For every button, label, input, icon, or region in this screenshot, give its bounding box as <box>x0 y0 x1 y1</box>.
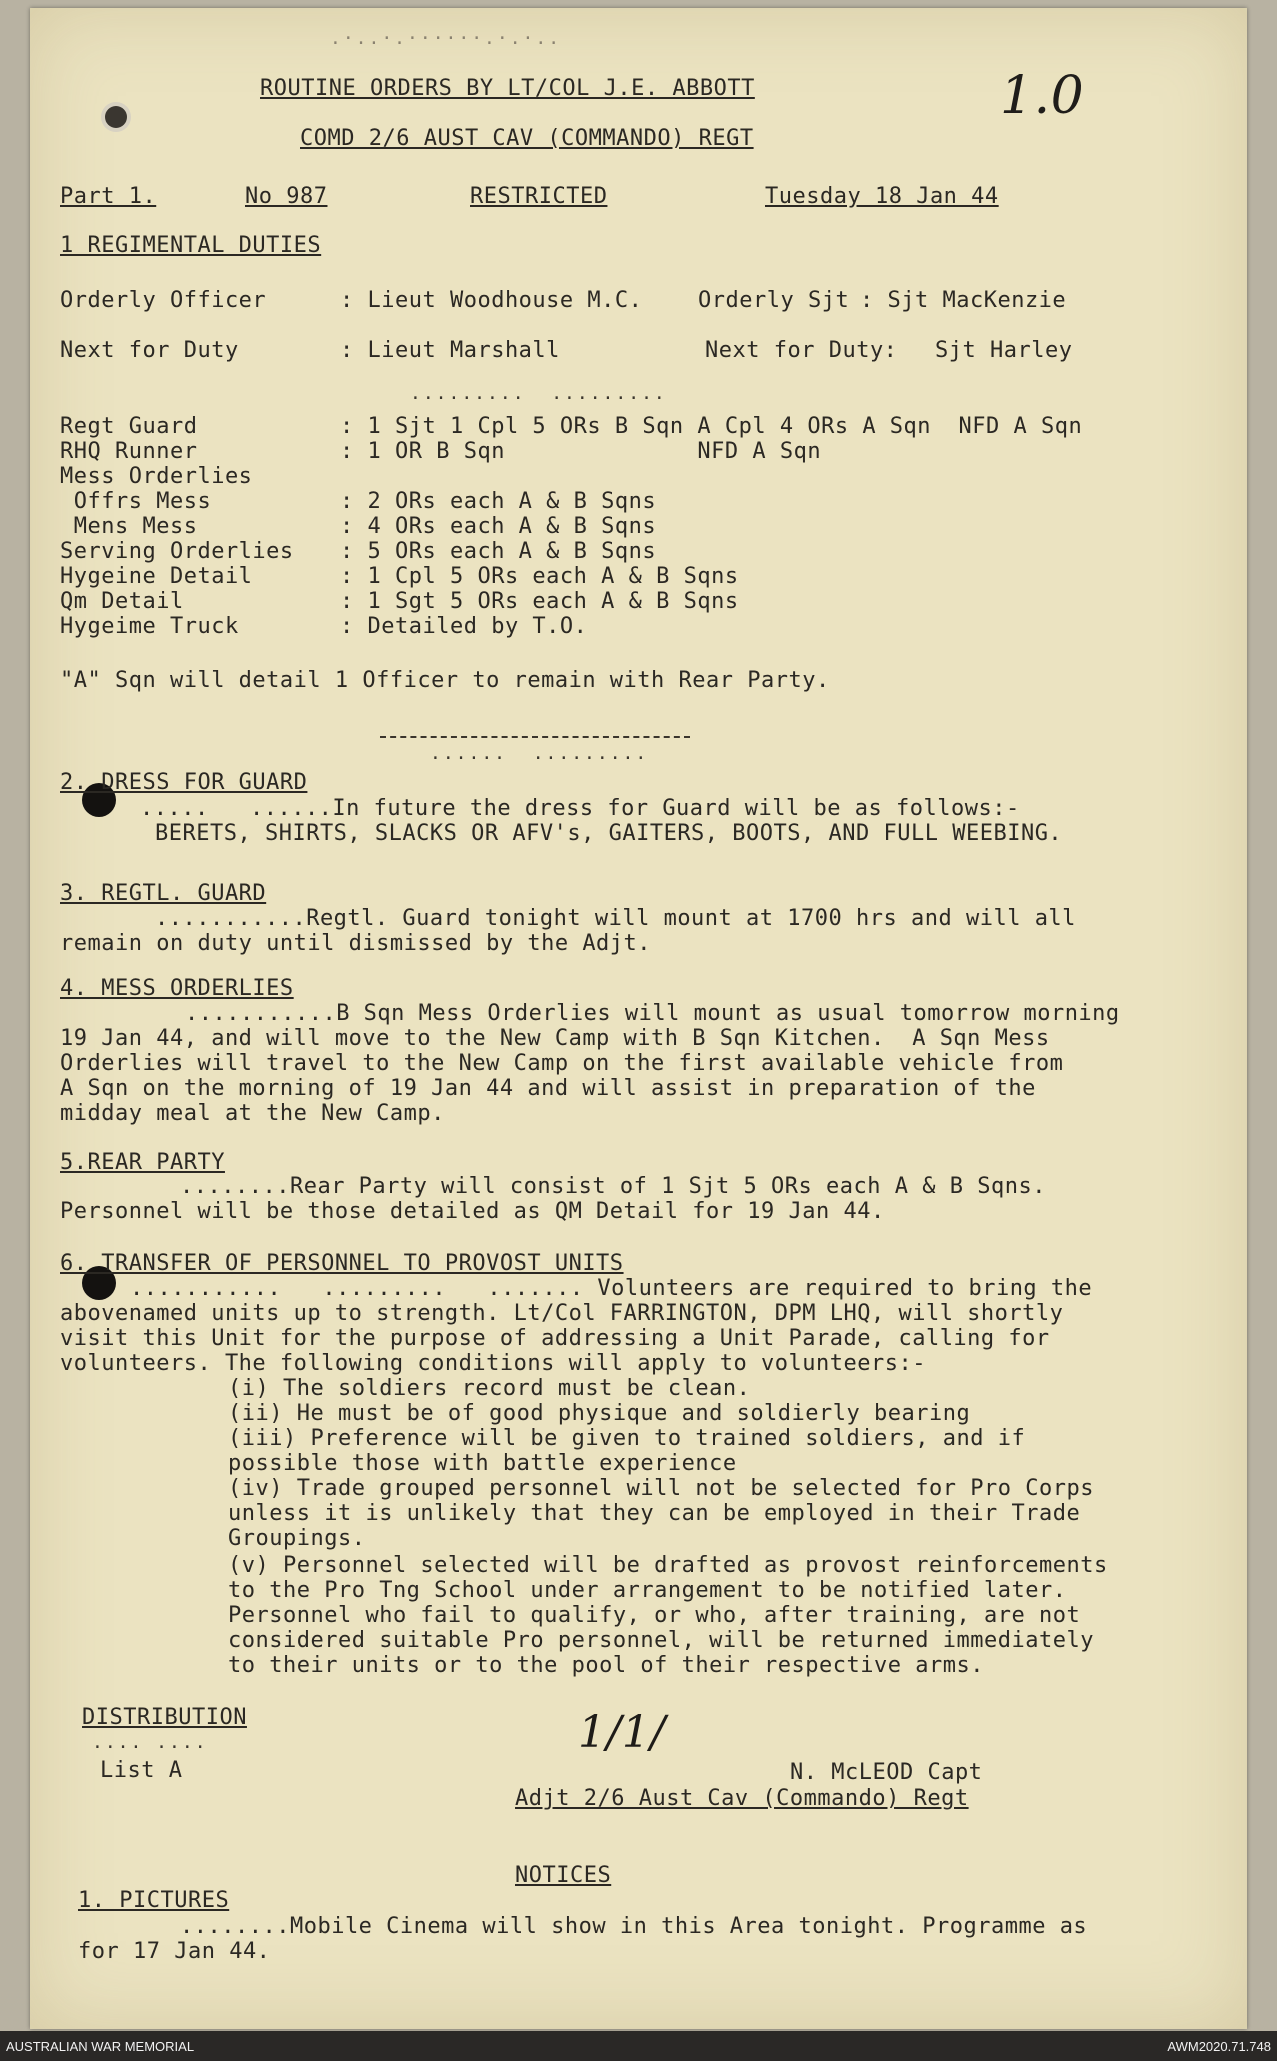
duty-row-value: : 1 Sgt 5 ORs each A & B Sqns <box>340 589 739 614</box>
condition-item: considered suitable Pro personnel, will be returned immediately <box>228 1628 1094 1653</box>
separator-dots: ········· ········· <box>410 388 667 409</box>
transfer-heading: 6. TRANSFER OF PERSONNEL TO PROVOST UNITS <box>60 1251 624 1276</box>
duty-row-label: Hygeime Truck <box>60 614 239 639</box>
duty-row-value: : 1 Cpl 5 ORs each A & B Sqns <box>340 564 739 589</box>
transfer-text: ........... ......... ....... Volunteers are required to bring the <box>130 1276 1093 1301</box>
duty-row-value: : 2 ORs each A & B Sqns <box>340 489 657 514</box>
distribution-heading: DISTRIBUTION <box>82 1705 247 1730</box>
orderly-officer-value: : Lieut Woodhouse M.C. <box>340 288 643 313</box>
duty-row-label: Offrs Mess <box>60 489 212 514</box>
duty-row-label: Hygeine Detail <box>60 564 253 589</box>
notices-heading: NOTICES <box>515 1863 612 1888</box>
rear-party-note: "A" Sqn will detail 1 Officer to remain with Rear Party. <box>60 668 830 693</box>
dress-text: ..... ......In future the dress for Guard will be as follows:- <box>140 796 1020 821</box>
duty-row-label: RHQ Runner <box>60 439 198 464</box>
condition-item: (v) Personnel selected will be drafted as provost reinforcements <box>228 1553 1108 1578</box>
condition-item: (iii) Preference will be given to trained soldiers, and if <box>228 1426 1026 1451</box>
next-duty-sjt-label: Next for Duty: <box>705 338 898 363</box>
section-divider <box>380 736 690 738</box>
guard-text: ...........Regtl. Guard tonight will mount at 1700 hrs and will all <box>155 906 1076 931</box>
duty-row-value: : 1 Sjt 1 Cpl 5 ORs B Sqn A Cpl 4 ORs A Sqn NFD A Sqn <box>340 414 1083 439</box>
duties-heading: 1 REGIMENTAL DUTIES <box>60 233 322 258</box>
duty-row-label: Regt Guard <box>60 414 198 439</box>
archive-reference: AWM2020.71.748 <box>1167 2039 1271 2054</box>
next-duty-value: : Lieut Marshall <box>340 338 560 363</box>
guard-heading: 3. REGTL. GUARD <box>60 881 267 906</box>
rear-party-text: ........Rear Party will consist of 1 Sjt 5 ORs each A & B Sqns. <box>180 1174 1046 1199</box>
handwritten-page-mark: 1.0 <box>1000 66 1085 126</box>
dress-heading: 2. DRESS FOR GUARD <box>60 770 308 795</box>
staple-mark <box>105 106 127 128</box>
signatory-name: N. McLEOD Capt <box>790 1760 983 1785</box>
mess-text: Orderlies will travel to the New Camp on the first available vehicle from <box>60 1051 1064 1076</box>
dress-items: BERETS, SHIRTS, SLACKS OR AFV's, GAITERS, BOOTS, AND FULL WEEBING. <box>155 821 1063 846</box>
rear-party-heading: 5.REAR PARTY <box>60 1150 225 1175</box>
signatory-title: Adjt 2/6 Aust Cav (Commando) Regt <box>515 1786 969 1811</box>
transfer-text: visit this Unit for the purpose of addressing a Unit Parade, calling for <box>60 1326 1050 1351</box>
condition-item: unless it is unlikely that they can be employed in their Trade <box>228 1501 1081 1526</box>
guard-text: remain on duty until dismissed by the Adjt. <box>60 931 652 956</box>
duty-row-label: Mess Orderlies <box>60 464 253 489</box>
pictures-text: for 17 Jan 44. <box>78 1939 271 1964</box>
duty-row-value: : 1 OR B Sqn NFD A Sqn <box>340 439 822 464</box>
orders-title: ROUTINE ORDERS BY LT/COL J.E. ABBOTT <box>260 76 755 101</box>
transfer-text: volunteers. The following conditions will apply to volunteers:- <box>60 1351 926 1376</box>
rear-party-text: Personnel will be those detailed as QM Detail for 19 Jan 44. <box>60 1199 885 1224</box>
condition-item: (i) The soldiers record must be clean. <box>228 1376 751 1401</box>
duty-row-label: Qm Detail <box>60 589 184 614</box>
faded-top-text: .·..·.······.·.·.. <box>330 28 562 49</box>
duty-row-value: : 5 ORs each A & B Sqns <box>340 539 657 564</box>
condition-item: to the Pro Tng School under arrangement to be notified later. <box>228 1578 1067 1603</box>
duty-row-value: : 4 ORs each A & B Sqns <box>340 514 657 539</box>
order-date: Tuesday 18 Jan 44 <box>765 184 999 209</box>
regiment-title: COMD 2/6 AUST CAV (COMMANDO) REGT <box>300 126 754 151</box>
mess-text: 19 Jan 44, and will move to the New Camp with B Sqn Kitchen. A Sqn Mess <box>60 1026 1050 1051</box>
orderly-officer-label: Orderly Officer <box>60 288 267 313</box>
classification: RESTRICTED <box>470 184 608 209</box>
condition-item: Personnel who fail to qualify, or who, after training, are not <box>228 1603 1081 1628</box>
next-duty-label: Next for Duty <box>60 338 239 363</box>
condition-item: possible those with battle experience <box>228 1451 737 1476</box>
condition-item: (ii) He must be of good physique and soldierly bearing <box>228 1401 971 1426</box>
distribution-list: List A <box>100 1758 183 1783</box>
duty-row-label: Serving Orderlies <box>60 539 294 564</box>
orderly-sjt-label: Orderly Sjt <box>698 288 850 313</box>
document-page <box>30 8 1247 2029</box>
separator-dots: ······ ········· <box>430 748 649 769</box>
transfer-text: abovenamed units up to strength. Lt/Col FARRINGTON, DPM LHQ, will shortly <box>60 1301 1064 1326</box>
condition-item: to their units or to the pool of their respective arms. <box>228 1653 984 1678</box>
mess-text: ...........B Sqn Mess Orderlies will mount as usual tomorrow morning <box>185 1001 1120 1026</box>
handwritten-signature: 1/1/ <box>578 1707 666 1758</box>
condition-item: (iv) Trade grouped personnel will not be selected for Pro Corps <box>228 1476 1094 1501</box>
duty-row-label: Mens Mess <box>60 514 198 539</box>
next-duty-sjt-value: Sjt Harley <box>935 338 1073 363</box>
archive-footer <box>0 2031 1277 2061</box>
mess-heading: 4. MESS ORDERLIES <box>60 976 294 1001</box>
mess-text: A Sqn on the morning of 19 Jan 44 and will assist in preparation of the <box>60 1076 1036 1101</box>
condition-item: Groupings. <box>228 1526 366 1551</box>
order-number: No 987 <box>245 184 328 209</box>
mess-text: midday meal at the New Camp. <box>60 1101 445 1126</box>
part-label: Part 1. <box>60 184 157 209</box>
pictures-heading: 1. PICTURES <box>78 1888 230 1913</box>
archive-name: AUSTRALIAN WAR MEMORIAL <box>6 2039 195 2054</box>
separator-dots: .... .... <box>92 1732 208 1753</box>
orderly-sjt-value: : Sjt MacKenzie <box>860 288 1067 313</box>
duty-row-value: : Detailed by T.O. <box>340 614 588 639</box>
pictures-text: ........Mobile Cinema will show in this Area tonight. Programme as <box>180 1914 1088 1939</box>
